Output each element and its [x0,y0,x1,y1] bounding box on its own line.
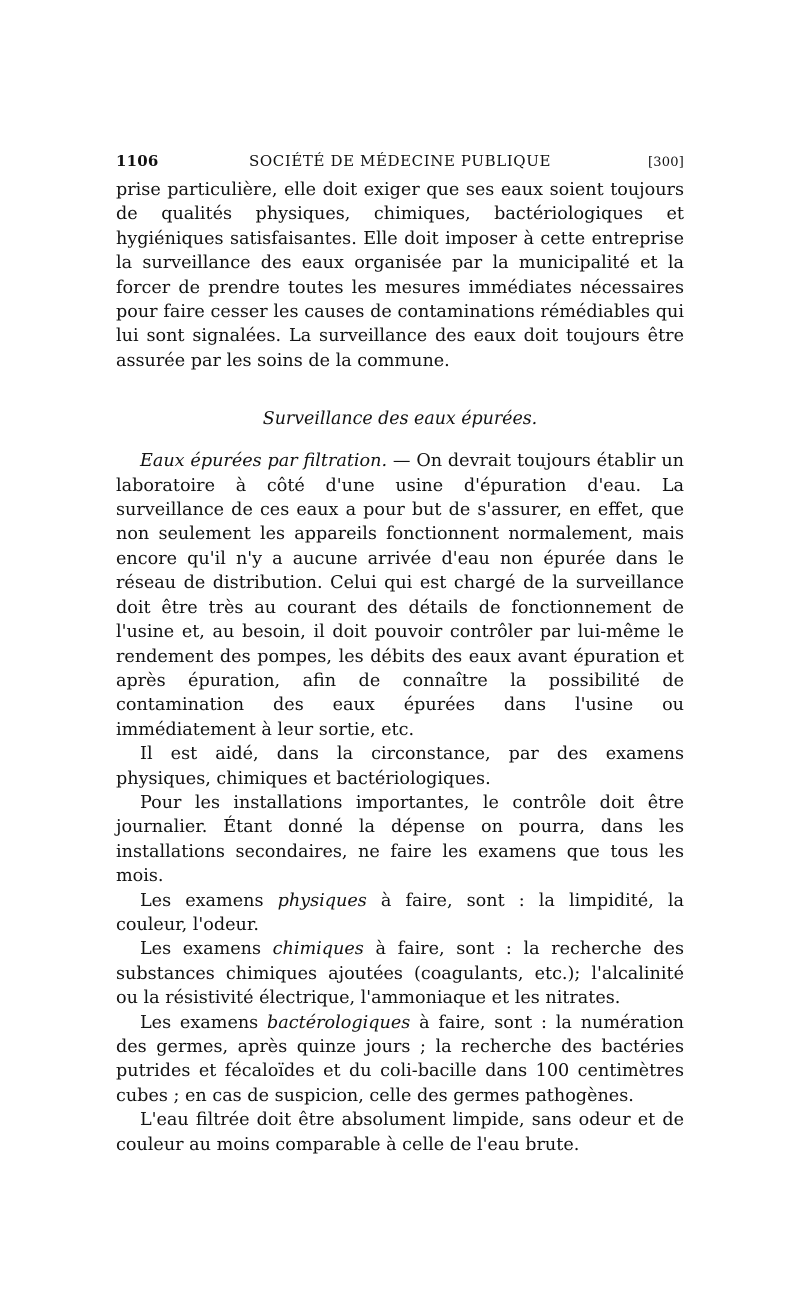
chemical-exams-emphasis: chimiques [272,939,364,960]
bacteriological-exams-emphasis: bactérologiques [267,1012,411,1033]
page-number: 1106 [116,152,159,170]
paragraph-filtration [116,449,684,742]
section-number: [300] [648,155,684,170]
chemical-exams-after: à faire, sont : la recherche des substances chimiques ajoutées (coagulants, etc.); l'alcalinité ou la résistivité électrique, l'ammoniaque et les nitrates. [116,939,684,1009]
paragraph-filtered-water: L'eau filtrée doit être absolument limpide, sans odeur et de couleur au moins comparable à celle de l'eau brute. [116,1110,684,1155]
paragraph-physical-exams [116,889,684,938]
run-in-heading: Eaux épurées par filtration. [140,451,388,472]
bacteriological-exams-after: à faire, sont : la numération des germes, après quinze jours ; la recherche des bactéries putrides et fécaloïdes et du coli-bacille dans 100 centimètres cubes ; en cas de suspicion, celle des germes pathogènes. [116,1012,684,1106]
bacteriological-exams-before: Les examens [140,1012,268,1033]
physical-exams-after: à faire, sont : la limpidité, la couleur, l'odeur. [116,890,684,935]
physical-exams-before: Les examens [140,890,278,911]
section-title: Surveillance des eaux épurées. [262,409,538,430]
paragraph-filtration-text: — On devrait toujours établir un laboratoire à côté d'une usine d'épuration d'eau. La surveillance de ces eaux a pour but de s'assurer, en effet, que non seulement les appareils fonctionnent normalement, mais encore qu'il n'y a aucune arrivée d'eau non épurée dans le réseau de distribution. Celui qui est chargé de la surveillance doit être très au courant des détails de fonctionnement de l'usine et, au besoin, il doit pouvoir contrôler par lui-même le rendement des pompes, les débits des eaux avant épuration et après épuration, afin de connaître la possibilité de contamination des eaux épurées dans l'usine ou immédiatement à leur sortie, etc. [116,451,684,740]
continuation-paragraph: prise particulière, elle doit exiger que ses eaux soient toujours de qualités physiques, chimiques, bactériologiques et hygiéniques satisfaisantes. Elle doit imposer à cette entreprise la surveillance des eaux organisée par la municipalité et la forcer de prendre toutes les mesures immédiates nécessaires pour faire cesser les causes de contaminations rémédiables qui lui sont signalées. La surveillance des eaux doit toujours être assurée par les soins de la commune. [116,180,684,371]
paragraph-control-frequency: Pour les installations importantes, le contrôle doit être journalier. Étant donné la dépense on pourra, dans les installations secondaires, ne faire les examens que tous les mois. [116,792,684,887]
paragraph-examinations-intro: Il est aidé, dans la circonstance, par des examens physiques, chimiques et bactériologiques. [116,744,684,789]
page-body [116,178,684,1157]
book-page [116,146,684,1157]
running-title: SOCIÉTÉ DE MÉDECINE PUBLIQUE [249,152,551,170]
running-head [116,146,684,176]
paragraph-chemical-exams [116,937,684,1010]
chemical-exams-before: Les examens [140,939,273,960]
paragraph-bacteriological-exams [116,1011,684,1109]
physical-exams-emphasis: physiques [277,890,367,911]
